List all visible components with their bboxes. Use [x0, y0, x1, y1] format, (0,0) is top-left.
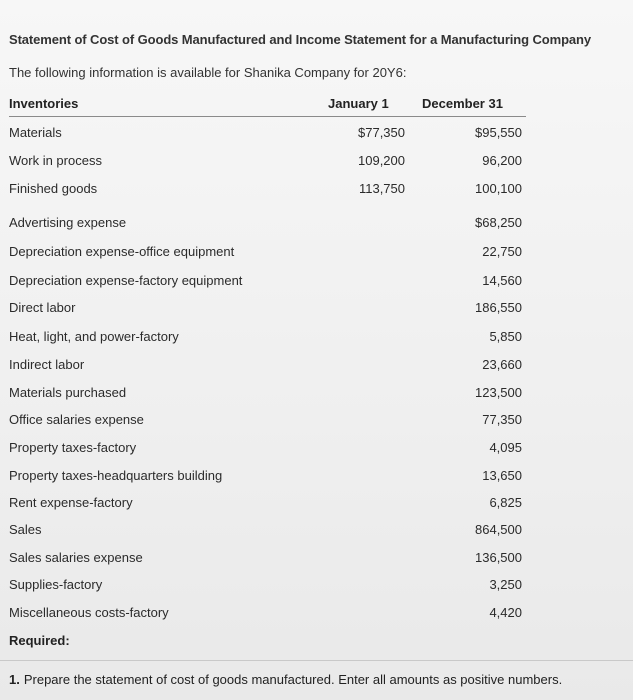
inventory-row — [0, 153, 633, 173]
item-row — [0, 550, 633, 570]
item-row — [0, 605, 633, 625]
item-row — [0, 357, 633, 377]
item-row — [0, 215, 633, 235]
inventory-row — [0, 125, 633, 145]
item-label: Sales — [9, 522, 42, 537]
item-row — [0, 300, 633, 320]
instruction-number: 1. — [9, 672, 20, 687]
january-value: 109,200 — [358, 153, 405, 168]
section-divider — [0, 660, 633, 661]
item-value: 14,560 — [482, 273, 522, 288]
item-row — [0, 244, 633, 264]
item-label: Indirect labor — [9, 357, 85, 372]
item-row — [0, 577, 633, 597]
item-row — [0, 440, 633, 460]
item-value: 23,660 — [482, 357, 522, 372]
item-label: Advertising expense — [9, 215, 127, 230]
item-label: Depreciation expense-office equipment — [9, 244, 235, 259]
january-1-header: January 1 — [328, 96, 389, 111]
item-row — [0, 468, 633, 488]
item-value: $68,250 — [475, 215, 522, 230]
item-value: 6,825 — [489, 495, 522, 510]
item-value: 22,750 — [482, 244, 522, 259]
item-label: Depreciation expense-factory equipment — [9, 273, 243, 288]
item-label: Sales salaries expense — [9, 550, 143, 565]
item-value: 4,420 — [489, 605, 522, 620]
item-value: 864,500 — [475, 522, 522, 537]
instruction-body: Prepare the statement of cost of goods manufactured. Enter all amounts as positive numbers. — [23, 672, 563, 687]
december-value: 100,100 — [475, 181, 522, 196]
january-value: $77,350 — [358, 125, 405, 140]
item-label: Rent expense-factory — [9, 495, 133, 510]
intro-text: The following information is available for Shanika Company for 20Y6: — [9, 65, 407, 80]
item-row — [0, 329, 633, 349]
item-value: 136,500 — [475, 550, 522, 565]
item-label: Property taxes-headquarters building — [9, 468, 223, 483]
instruction-text — [9, 672, 562, 687]
required-heading: Required: — [9, 633, 70, 648]
december-31-header: December 31 — [422, 96, 503, 111]
december-value: $95,550 — [475, 125, 522, 140]
header-divider — [9, 116, 526, 117]
item-label: Heat, light, and power-factory — [9, 329, 179, 344]
item-label: Direct labor — [9, 300, 76, 315]
item-row — [0, 412, 633, 432]
inventory-label: Materials — [9, 125, 62, 140]
item-row — [0, 385, 633, 405]
item-label: Supplies-factory — [9, 577, 103, 592]
inventories-header: Inventories — [9, 96, 79, 111]
item-value: 13,650 — [482, 468, 522, 483]
item-value: 4,095 — [489, 440, 522, 455]
item-value: 186,550 — [475, 300, 522, 315]
item-label: Office salaries expense — [9, 412, 144, 427]
item-value: 123,500 — [475, 385, 522, 400]
inventory-row — [0, 181, 633, 201]
inventory-label: Finished goods — [9, 181, 98, 196]
december-value: 96,200 — [482, 153, 522, 168]
item-row — [0, 522, 633, 542]
page-title: Statement of Cost of Goods Manufactured and Income Statement for a Manufacturing Company — [9, 32, 592, 47]
inventory-label: Work in process — [9, 153, 102, 168]
january-value: 113,750 — [358, 181, 405, 196]
item-value: 3,250 — [489, 577, 522, 592]
item-value: 5,850 — [489, 329, 522, 344]
item-label: Miscellaneous costs-factory — [9, 605, 169, 620]
item-label: Property taxes-factory — [9, 440, 137, 455]
item-label: Materials purchased — [9, 385, 127, 400]
item-row — [0, 495, 633, 515]
item-value: 77,350 — [482, 412, 522, 427]
item-row — [0, 273, 633, 293]
